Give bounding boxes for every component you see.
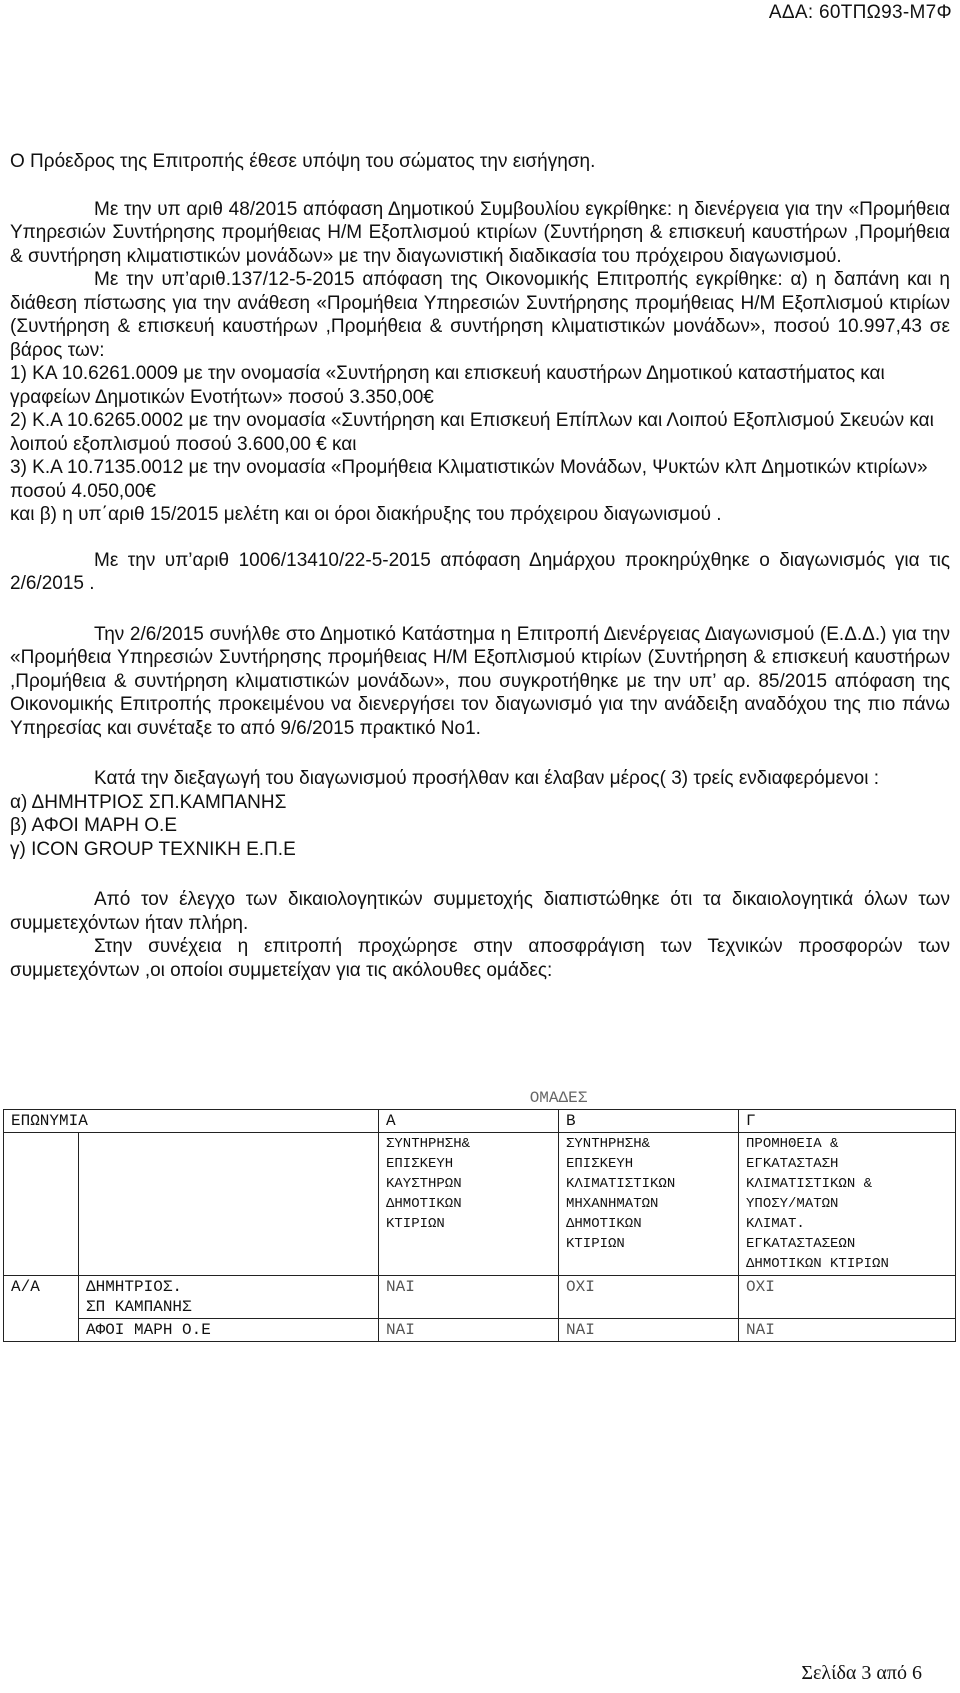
- cell-g: ΝΑΙ: [739, 1319, 956, 1342]
- budget-line-2: 2) Κ.Α 10.6265.0002 με την ονομασία «Συντήρηση και Επισκευή Επίπλων και Λοιπού Εξοπλισμού Σκευών και λοιπού εξοπλισμού ποσού 3.600,00 € και: [10, 410, 934, 455]
- paragraph-study: και β) η υπ΄αριθ 15/2015 μελέτη και οι όροι διακήρυξης του πρόχειρου διαγωνισμού .: [10, 504, 722, 525]
- groups-header-row: [4, 1087, 956, 1110]
- paragraph-committee-decision: Με την υπ’αριθ.137/12-5-2015 απόφαση της Οικονομικής Επιτροπής εγκρίθηκε: α) η δαπάνη και η διάθεση πίστωσης για την ανάθεση «Προμήθεια Υπηρεσιών Συντήρησης προμήθειας Η/Μ Εξοπλισμού κτιρίων (Συντήρηση & επισκευή καυστήρων ,Προμήθεια & συντήρηση κλιματιστικών μονάδων», ποσού 10.997,43 σε βάρος των:: [10, 269, 950, 361]
- paragraph-intro: Ο Πρόεδρος της Επιτροπής έθεσε υπόψη του σώματος την εισήγηση.: [10, 151, 596, 172]
- paragraph-mayor-decision: Με την υπ’αριθ 1006/13410/22-5-2015 απόφαση Δημάρχου προκηρύχθηκε ο διαγωνισμός για τις 2/6/2015 .: [10, 549, 950, 594]
- document-body: [10, 150, 950, 982]
- cell-b: ΟΧΙ: [559, 1276, 739, 1319]
- cell-g: ΟΧΙ: [739, 1276, 956, 1319]
- col-header-name: ΕΠΩΝΥΜΙΑ: [4, 1110, 379, 1133]
- table-row: [4, 1276, 956, 1319]
- company-name: ΑΦΟΙ ΜΑΡΗ Ο.Ε: [79, 1319, 379, 1342]
- row-label: Α/Α: [4, 1276, 79, 1342]
- paragraph-technical-offers: Στην συνέχεια η επιτροπή προχώρησε στην αποσφράγιση των Τεχνικών προσφορών των συμμετεχόντων ,οι οποίοι συμμετείχαν για τις ακόλουθες ομάδες:: [10, 936, 950, 981]
- company-name: ΔΗΜΗΤΡΙΟΣ. ΣΠ ΚΑΜΠΑΝΗΣ: [79, 1276, 379, 1319]
- column-header-row: [4, 1110, 956, 1133]
- col-header-b: Β: [559, 1110, 739, 1133]
- participant-a: α) ΔΗΜΗΤΡΙΟΣ ΣΠ.ΚΑΜΠΑΝΗΣ: [10, 791, 287, 813]
- paragraph-participants: Κατά την διεξαγωγή του διαγωνισμού προσήλθαν και έλαβαν μέρος( 3) τρείς ενδιαφερόμενοι :: [94, 768, 879, 789]
- group-b-description: ΣΥΝΤΗΡΗΣΗ& ΕΠΙΣΚΕΥΗ ΚΛΙΜΑΤΙΣΤΙΚΩΝ ΜΗΧΑΝΗΜΑΤΩΝ ΔΗΜΟΤΙΚΩΝ ΚΤΙΡΙΩΝ: [559, 1133, 739, 1276]
- cell-b: ΝΑΙ: [559, 1319, 739, 1342]
- paragraph-documents-check: Από τον έλεγχο των δικαιολογητικών συμμετοχής διαπιστώθηκε ότι τα δικαιολογητικά όλων των συμμετεχόντων ήταν πλήρη.: [10, 889, 950, 934]
- ada-code: ΑΔΑ: 60ΤΠΩ93-Μ7Φ: [768, 2, 952, 23]
- description-row: [4, 1133, 956, 1276]
- participant-c: γ) ICON GROUP ΤΕΧΝΙΚΗ Ε.Π.Ε: [10, 838, 296, 860]
- group-a-description: ΣΥΝΤΗΡΗΣΗ& ΕΠΙΣΚΕΥΗ ΚΑΥΣΤΗΡΩΝ ΔΗΜΟΤΙΚΩΝ ΚΤΙΡΙΩΝ: [379, 1133, 559, 1276]
- cell-a: ΝΑΙ: [379, 1276, 559, 1319]
- col-header-a: Α: [379, 1110, 559, 1133]
- group-g-description: ΠΡΟΜΗΘΕΙΑ & ΕΓΚΑΤΑΣΤΑΣΗ ΚΛΙΜΑΤΙΣΤΙΚΩΝ & ΥΠΟΣΥ/ΜΑΤΩΝ ΚΛΙΜΑΤ. ΕΓΚΑΤΑΣΤΑΣΕΩΝ ΔΗΜΟΤΙΚΩΝ ΚΤΙΡΙΩΝ: [739, 1133, 956, 1276]
- table-row: [4, 1319, 956, 1342]
- groups-header: ΟΜΑΔΕΣ: [379, 1087, 739, 1110]
- page-number: Σελίδα 3 από 6: [801, 1662, 922, 1684]
- col-header-g: Γ: [739, 1110, 956, 1133]
- budget-line-3: 3) Κ.Α 10.7135.0012 με την ονομασία «Προμήθεια Κλιματιστικών Μονάδων, Ψυκτών κλπ Δημοτικών κτιρίων» ποσού 4.050,00€: [10, 457, 928, 502]
- cell-a: ΝΑΙ: [379, 1319, 559, 1342]
- paragraph-council-decision: Με την υπ αριθ 48/2015 απόφαση Δημοτικού Συμβουλίου εγκρίθηκε: η διενέργεια για την «Προμήθεια Υπηρεσιών Συντήρησης προμήθειας Η/Μ Εξοπλισμού κτιρίων (Συντήρηση & επισκευή καυστήρων ,Προμήθεια & συντήρηση κλιματιστικών μονάδων» με την διαγωνιστική διαδικασία του πρόχειρου διαγωνισμού.: [10, 198, 950, 267]
- groups-table: [3, 1087, 956, 1342]
- paragraph-committee-meeting: Την 2/6/2015 συνήλθε στο Δημοτικό Κατάστημα η Επιτροπή Διενέργειας Διαγωνισμού (Ε.Δ.Δ.) για την «Προμήθεια Υπηρεσιών Συντήρησης προμήθειας Η/Μ Εξοπλισμού κτιρίων (Συντήρηση & επισκευή καυστήρων ,Προμήθεια & συντήρηση κλιματιστικών μονάδων», που συγκροτήθηκε με την υπ’ αρ. 85/2015 απόφαση της Οικονομικής Επιτροπής προκειμένου να διενεργήσει τον διαγωνισμό για την ανάδειξη αναδόχου της πιο πάνω Υπηρεσίας και συνέταξε το από 9/6/2015 πρακτικό Νο1.: [10, 623, 950, 739]
- budget-line-1: 1) ΚΑ 10.6261.0009 με την ονομασία «Συντήρηση και επισκευή καυστήρων Δημοτικού καταστήματος και γραφείων Δημοτικών Ενοτήτων» ποσού 3.350,00€: [10, 363, 885, 408]
- participant-b: β) ΑΦΟΙ ΜΑΡΗ Ο.Ε: [10, 815, 178, 836]
